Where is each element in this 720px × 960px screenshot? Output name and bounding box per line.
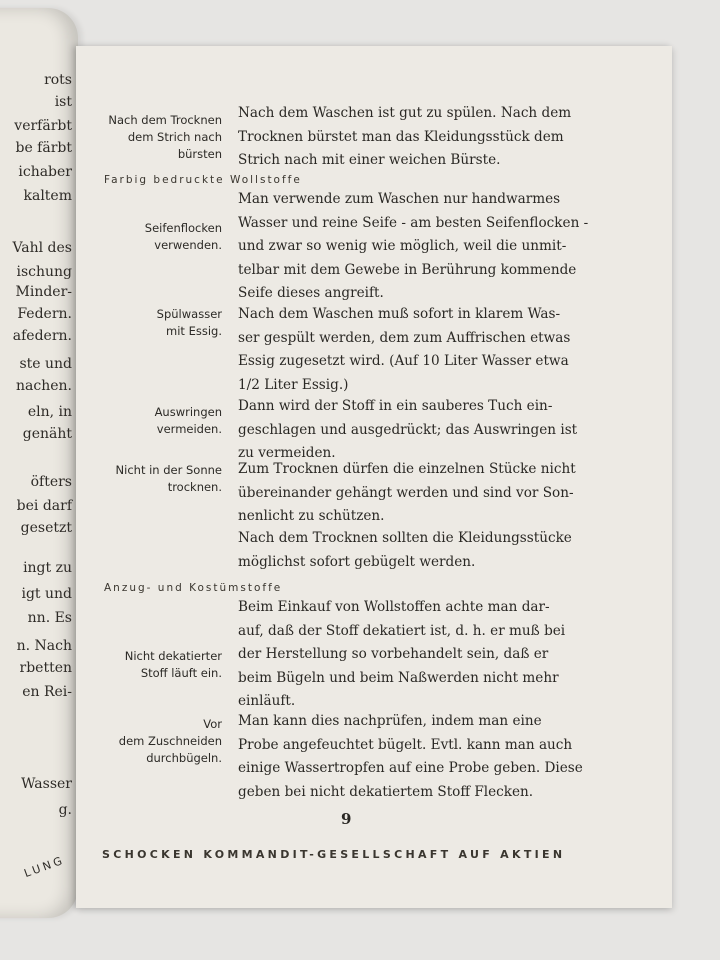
text-line: Seife dieses angreift. xyxy=(238,285,384,302)
text-line: Man verwende zum Waschen nur handwarmes xyxy=(238,191,561,207)
left-page-fragment: ste und xyxy=(19,356,72,372)
left-page-fragment: rbetten xyxy=(19,660,72,676)
publisher-footer: SCHOCKEN KOMMANDIT-GESELLSCHAFT AUF AKTIEN xyxy=(102,848,566,861)
margin-note-line: dem Strich nach xyxy=(127,130,222,144)
left-page-fragment: Federn. xyxy=(17,306,72,322)
text-line: einläuft. xyxy=(238,693,296,710)
margin-note-decatur xyxy=(76,648,222,682)
text-line: Nach dem Waschen ist gut zu spülen. Nach dem xyxy=(238,105,572,121)
text-line: Man kann dies nachprüfen, indem man eine xyxy=(238,713,542,729)
text-line: Strich nach mit einer weichen Bürste. xyxy=(238,152,501,169)
margin-note-line: Auswringen xyxy=(154,405,222,419)
margin-note-line: Vor xyxy=(203,717,222,731)
text-line: geben bei nicht dekatiertem Stoff Flecken. xyxy=(238,783,534,800)
margin-note-line: mit Essig. xyxy=(166,324,222,338)
margin-note-line: Nicht dekatierter xyxy=(124,649,222,663)
text-line: Zum Trocknen dürfen die einzelnen Stücke nicht xyxy=(238,461,576,477)
left-page-fragment: eln, in xyxy=(27,404,72,420)
section-heading-suit: Anzug- und Kostümstoffe xyxy=(104,582,283,594)
text-line: übereinander gehängt werden und sind vor Son- xyxy=(238,484,574,501)
text-line: Beim Einkauf von Wollstoffen achte man dar- xyxy=(238,599,550,615)
left-page-fragment: bei darf xyxy=(16,498,72,514)
margin-note-line: dem Zuschneiden xyxy=(118,734,222,748)
left-page-fragment: kaltem xyxy=(23,188,72,204)
text-line: Nach dem Waschen muß sofort in klarem Was- xyxy=(238,306,561,322)
margin-note-line: bürsten xyxy=(177,147,222,161)
paragraph-wring xyxy=(238,395,598,466)
left-page-fragment: nachen. xyxy=(16,378,72,394)
left-page-fragment: g. xyxy=(58,802,72,818)
margin-note-line: durchbügeln. xyxy=(146,751,222,765)
left-page-fragment: ist xyxy=(54,94,72,110)
left-page-edge xyxy=(0,8,78,918)
text-line: ser gespült werden, dem zum Auffrischen etwas xyxy=(238,329,571,346)
text-line: Dann wird der Stoff in ein sauberes Tuch ein- xyxy=(238,398,553,414)
margin-note-wring xyxy=(76,404,222,438)
left-page-fragment: gesetzt xyxy=(20,520,72,536)
margin-note-brush xyxy=(76,112,222,163)
text-line: zu vermeiden. xyxy=(238,445,336,462)
left-page-fragment: igt und xyxy=(21,586,72,602)
text-line: 1/2 Liter Essig.) xyxy=(238,376,349,393)
margin-note-vinegar xyxy=(76,306,222,340)
text-line: Trocknen bürstet man das Kleidungsstück dem xyxy=(238,128,564,145)
paragraph-vinegar xyxy=(238,303,598,397)
text-line: Essig zugesetzt wird. (Auf 10 Liter Wasser etwa xyxy=(238,353,569,370)
left-page-fragment: Wasser xyxy=(21,776,72,792)
text-line: einige Wassertropfen auf eine Probe geben. Diese xyxy=(238,760,583,777)
left-page-fragment: Vahl des xyxy=(12,240,72,256)
margin-note-line: trocknen. xyxy=(167,480,222,494)
left-page-fragment: be färbt xyxy=(15,140,72,156)
text-line: der Herstellung so vorbehandelt sein, daß er xyxy=(238,646,549,663)
left-page-fragment: genäht xyxy=(22,426,72,442)
left-page-fragment: afedern. xyxy=(12,328,72,344)
text-line: Wasser und reine Seife - am besten Seifenflocken - xyxy=(238,214,589,231)
text-line: beim Bügeln und beim Naßwerden nicht mehr xyxy=(238,669,559,686)
paragraph-brush xyxy=(238,102,598,173)
page xyxy=(76,46,672,908)
text-line: möglichst sofort gebügelt werden. xyxy=(238,553,476,570)
text-line: nenlicht zu schützen. xyxy=(238,508,385,525)
margin-note-sun xyxy=(76,462,222,496)
left-page-fragment: öfters xyxy=(30,474,72,490)
paragraph-soap-flakes xyxy=(238,188,598,306)
left-page-fragment: nn. Es xyxy=(27,610,72,626)
left-page-fragment: Minder- xyxy=(15,284,72,300)
margin-note-soap-flakes xyxy=(76,220,222,254)
margin-note-line: Nach dem Trocknen xyxy=(108,113,222,127)
left-page-fragment: verfärbt xyxy=(14,118,72,134)
left-page-fragment: ingt zu xyxy=(23,560,72,576)
margin-note-line: Nicht in der Sonne xyxy=(115,463,222,477)
margin-note-line: Stoff läuft ein. xyxy=(140,666,222,680)
paragraph-decatur xyxy=(238,596,598,714)
text-line: telbar mit dem Gewebe in Berührung kommende xyxy=(238,261,577,278)
section-heading-wool: Farbig bedruckte Wollstoffe xyxy=(104,174,302,186)
text-line: auf, daß der Stoff dekatiert ist, d. h. er muß bei xyxy=(238,622,566,639)
text-line: Nach dem Trocknen sollten die Kleidungsstücke xyxy=(238,530,572,546)
margin-note-line: vermeiden. xyxy=(156,422,222,436)
text-line: geschlagen und ausgedrückt; das Auswringen ist xyxy=(238,421,578,438)
paragraph-iron xyxy=(238,527,598,574)
margin-note-test xyxy=(76,716,222,767)
paragraph-sun xyxy=(238,458,598,529)
paragraph-test xyxy=(238,710,598,804)
left-page-fragment: en Rei- xyxy=(22,684,72,700)
margin-note-line: Seifenflocken xyxy=(144,221,222,235)
left-page-fragment: ischung xyxy=(16,264,72,280)
left-page-fragment: LUNG xyxy=(21,853,67,881)
text-line: Probe angefeuchtet bügelt. Evtl. kann man auch xyxy=(238,736,573,753)
page-number: 9 xyxy=(341,810,352,828)
text-line: und zwar so wenig wie möglich, weil die unmit- xyxy=(238,238,567,255)
left-page-fragment: n. Nach xyxy=(16,638,72,654)
margin-note-line: verwenden. xyxy=(154,238,222,252)
left-page-fragment: ichaber xyxy=(18,164,72,180)
left-page-fragment: rots xyxy=(44,72,72,88)
margin-note-line: Spülwasser xyxy=(156,307,222,321)
